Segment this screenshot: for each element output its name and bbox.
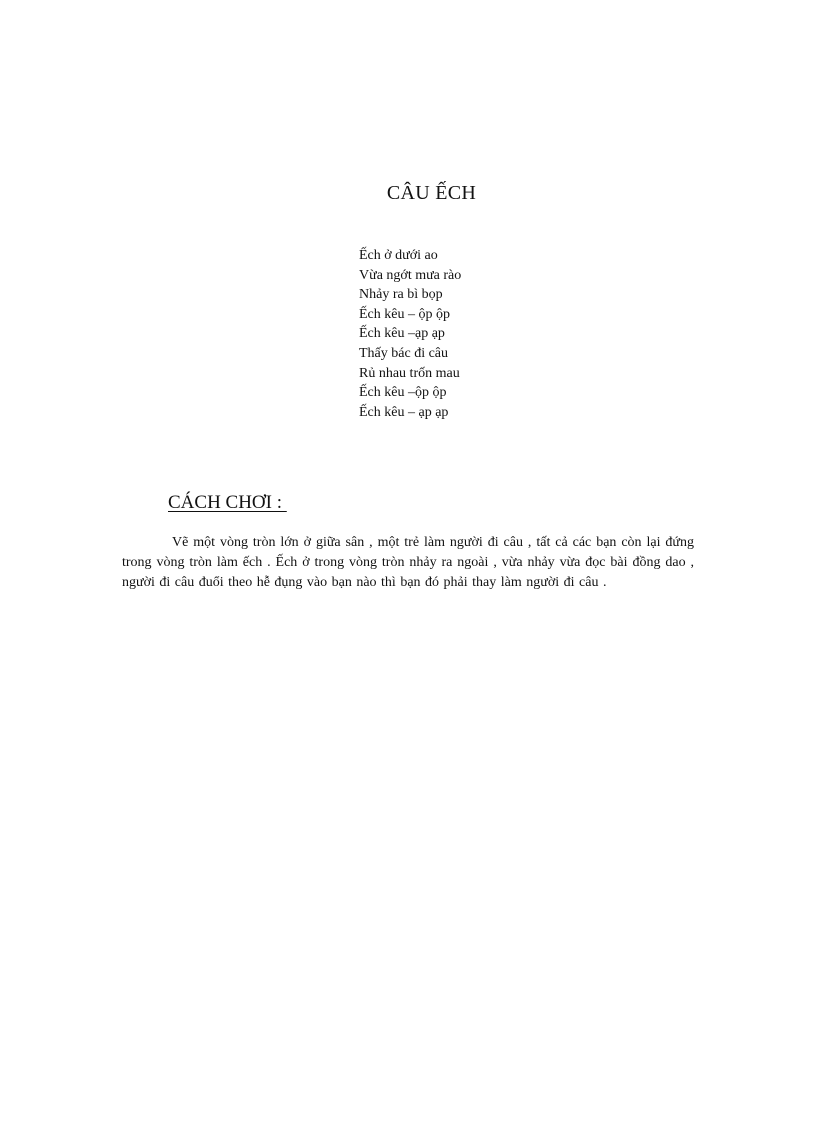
section-heading: CÁCH CHƠI :: [168, 492, 287, 513]
poem-line: Nhảy ra bì bọp: [359, 287, 443, 303]
poem-line: Ếch kêu –ạp ạp: [359, 326, 445, 342]
poem-line: Ếch ở dưới ao: [359, 248, 438, 263]
instructions-paragraph: Vẽ một vòng tròn lớn ở giữa sân , một trẻ làm người đi câu , tất cả các bạn còn lại đứng trong vòng tròn làm ếch . Ếch ở trong vòng tròn nhảy ra ngoài , vừa nhảy vừa đọc bài đồng dao , người đi câu đuổi theo hễ đụng vào bạn nào thì bạn đó phải thay làm người đi câu .: [122, 535, 694, 590]
poem-line: Ếch kêu – ộp ộp: [359, 306, 450, 322]
document-title: CÂU ẾCH: [386, 182, 477, 204]
poem-line: Rủ nhau trốn mau: [359, 365, 460, 381]
poem-line: Ếch kêu – ạp ạp: [359, 404, 449, 420]
poem: [359, 246, 461, 422]
poem-line: Thấy bác đi câu: [359, 345, 449, 361]
poem-line: Ếch kêu –ộp ộp: [359, 385, 447, 401]
poem-line: Vừa ngớt mưa rào: [359, 267, 462, 283]
